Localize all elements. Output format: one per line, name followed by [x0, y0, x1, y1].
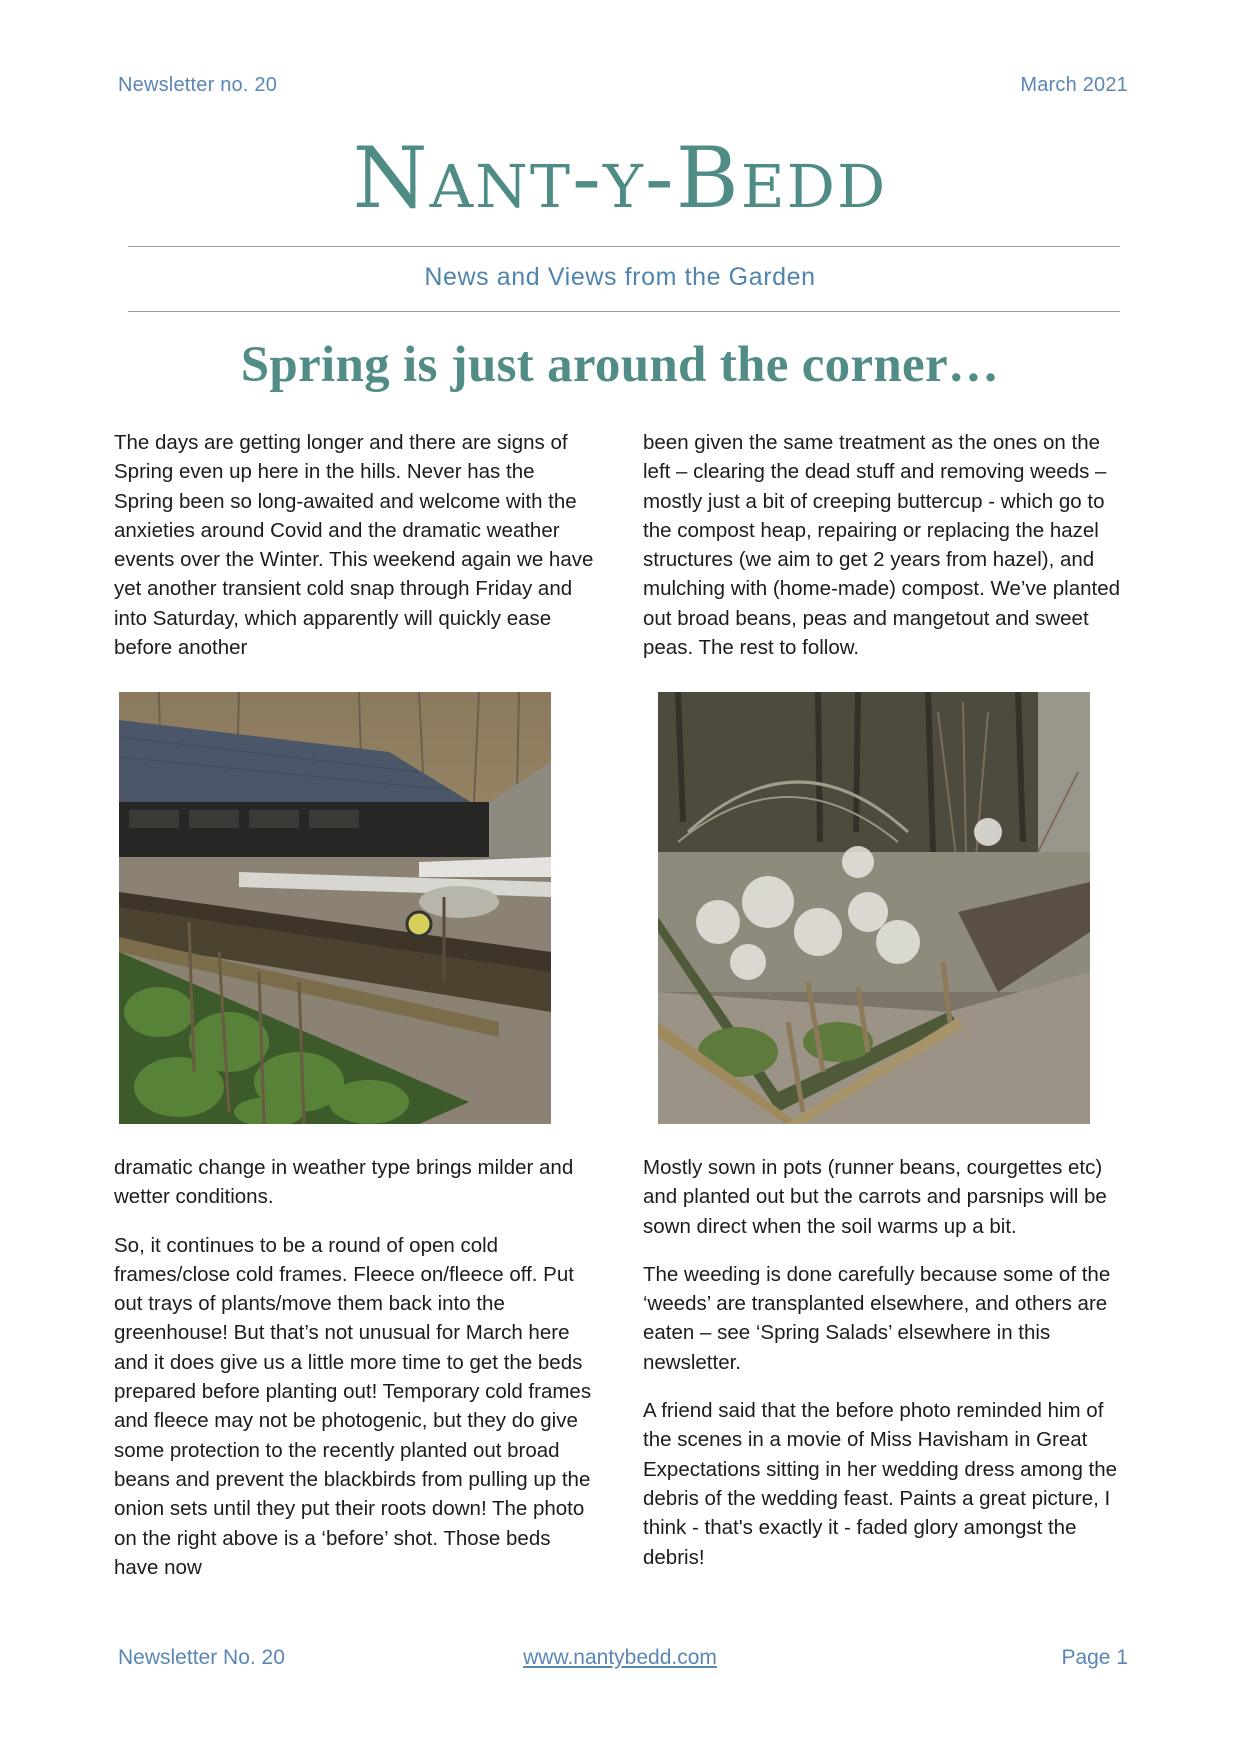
paragraph: been given the same treatment as the ones on the left – clearing the dead stuff and removing weeds – mostly just a bit of creeping buttercup - which go to the compost heap, repairing or replacing the hazel structures (we aim to get 2 years from hazel), and mulching with (home-made) compost. We’ve planted out broad beans, peas and mangetout and sweet peas. The rest to follow. [643, 431, 1121, 660]
masthead-title: Nant-y-Bedd [352, 129, 888, 227]
overgrown-bed-image [658, 692, 1090, 1124]
paragraph: A friend said that the before photo reminded him of the scenes in a movie of Miss Havisham in Great Expectations sitting in her wedding dress among the debris of the wedding feast. Paints a great picture, I think - that's exactly it - faded glory amongst the debris! [643, 1399, 1118, 1569]
newsletter-number: Newsletter no. 20 [118, 74, 278, 96]
footer-page-number: Page 1 [1061, 1646, 1128, 1669]
header-divider-top [128, 246, 1120, 247]
paragraph: Mostly sown in pots (runner beans, courgettes etc) and planted out but the carrots and parsnips will be sown direct when the soil warms up a bit. [643, 1156, 1107, 1238]
left-column-bottom [114, 1153, 599, 1601]
garden-beds-image [119, 692, 551, 1124]
paragraph: dramatic change in weather type brings milder and wetter conditions. [114, 1156, 574, 1209]
right-column-bottom [643, 1153, 1128, 1591]
left-column-top [114, 428, 599, 681]
header-divider-bottom [128, 311, 1120, 312]
garden-photo-before [658, 692, 1090, 1124]
tagline: News and Views from the Garden [424, 263, 816, 291]
article-headline: Spring is just around the corner… [240, 337, 1000, 393]
garden-photo-after [119, 692, 551, 1124]
footer-newsletter-number: Newsletter No. 20 [118, 1646, 285, 1669]
issue-date: March 2021 [1020, 74, 1128, 96]
website-link[interactable]: www.nantybedd.com [523, 1646, 717, 1669]
paragraph: So, it continues to be a round of open cold frames/close cold frames. Fleece on/fleece off. Put out trays of plants/move them back into the greenhouse! But that’s not unusual for March here and it does give us a little more time to get the beds prepared before planting out! Temporary cold frames and fleece may not be photogenic, but they do give some protection to the recently planted out broad beans and prevent the blackbirds from pulling up the onion sets until they put their roots down! The photo on the right above is a ‘before’ shot. Those beds have now [114, 1233, 592, 1579]
paragraph: The days are getting longer and there are signs of Spring even up here in the hills. Never has the Spring been so long-awaited and welcome with the anxieties around Covid and the dramatic weather events over the Winter. This weekend again we have yet another transient cold snap through Friday and into Saturday, which apparently will quickly ease before another [114, 431, 594, 660]
footer-website [0, 1646, 1240, 1670]
paragraph: The weeding is done carefully because some of the ‘weeds’ are transplanted elsewhere, and others are eaten – see ‘Spring Salads’ elsewhere in this newsletter. [643, 1262, 1111, 1374]
right-column-top [643, 428, 1128, 681]
